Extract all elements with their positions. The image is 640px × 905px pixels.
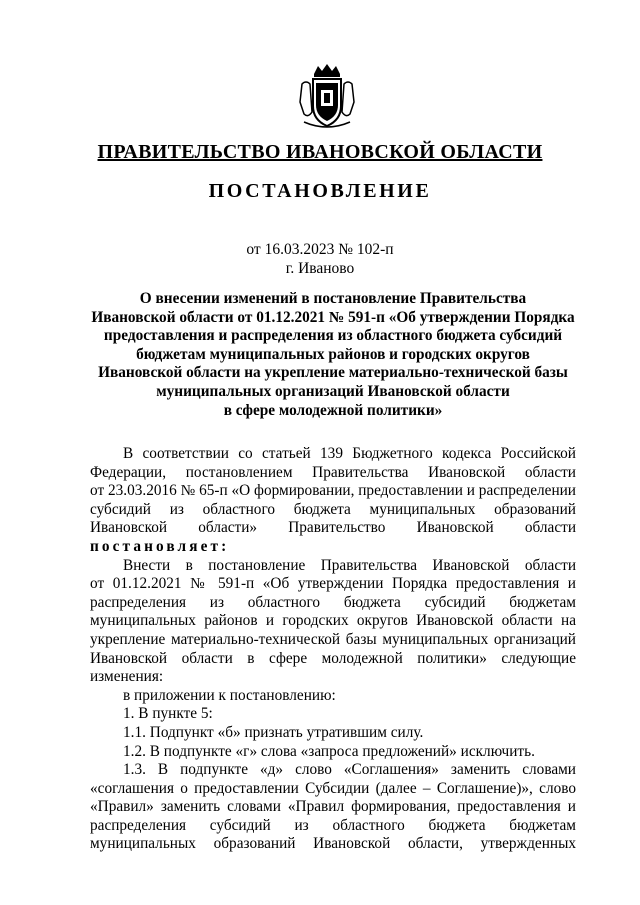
government-title: ПРАВИТЕЛЬСТВО ИВАНОВСКОЙ ОБЛАСТИ [97, 141, 543, 163]
subject-line: О внесении изменений в постановление Правительства [139, 290, 527, 307]
document-body [90, 445, 576, 854]
subject-line: муниципальных организаций Ивановской области [156, 382, 510, 400]
body-line: В соответствии со статьей 139 Бюджетного кодекса Российской [123, 445, 576, 462]
document-subject [90, 290, 576, 420]
list-item: 1.2. В подпункте «г» слова «запроса предложений» исключить. [123, 742, 535, 760]
document-type: ПОСТАНОВЛЕНИЕ [208, 180, 432, 202]
subject-line: в сфере молодежной политики» [223, 401, 443, 419]
body-line: муниципальных образований Ивановской области, утвержденных [90, 835, 576, 853]
subject-line: Ивановской области от 01.12.2021 № 591-п «Об утверждении Порядка [91, 308, 575, 326]
list-item: 1.1. Подпункт «б» признать утратившим силу. [123, 723, 424, 741]
body-line: от 23.03.2016 № 65-п «О формировании, предоставлении и распределении [90, 482, 576, 500]
body-line: от 01.12.2021 № 591-п «Об утверждении Порядка предоставления и [90, 575, 576, 593]
coat-of-arms-icon [296, 62, 358, 130]
body-line: муниципальных районов и городских округов Ивановской области на [90, 612, 576, 630]
body-line: Федерации, постановлением Правительства Ивановской области [90, 463, 576, 481]
date-number: от 16.03.2023 № 102-п [246, 241, 394, 258]
list-item: 1. В пункте 5: [123, 705, 213, 723]
subject-line: предоставления и распределения из областного бюджета субсидий [103, 327, 563, 345]
body-line: Внести в постановление Правительства Ивановской области [123, 556, 576, 574]
body-line: субсидий из областного бюджета муниципальных образований [90, 500, 576, 518]
list-item: 1.3. В подпункте «д» слово «Соглашения» заменить словами [123, 761, 576, 779]
city: г. Иваново [285, 260, 355, 277]
body-line: «соглашения о предоставлении Субсидии (далее – Соглашение)», слово [90, 779, 576, 797]
body-line: распределения субсидий из областного бюджета бюджетам [90, 816, 576, 834]
body-line: укрепление материально-технической базы муниципальных организаций [90, 630, 576, 648]
body-line: Ивановской области» Правительство Ивановской области [90, 519, 576, 537]
body-line: в приложении к постановлению: [123, 686, 336, 704]
body-line: «Правил» заменить словами «Правил формирования, предоставления и [90, 798, 576, 816]
subject-line: Ивановской области на укрепление материально-технической базы [98, 364, 568, 382]
subject-line: бюджетам муниципальных районов и городских округов [136, 345, 530, 363]
resolves-word: постановляет: [90, 537, 230, 555]
body-line: распределения из областного бюджета субсидий бюджетам [90, 593, 576, 611]
body-line: изменения: [90, 668, 164, 686]
body-line: Ивановской области в сфере молодежной политики» следующие [90, 649, 576, 667]
